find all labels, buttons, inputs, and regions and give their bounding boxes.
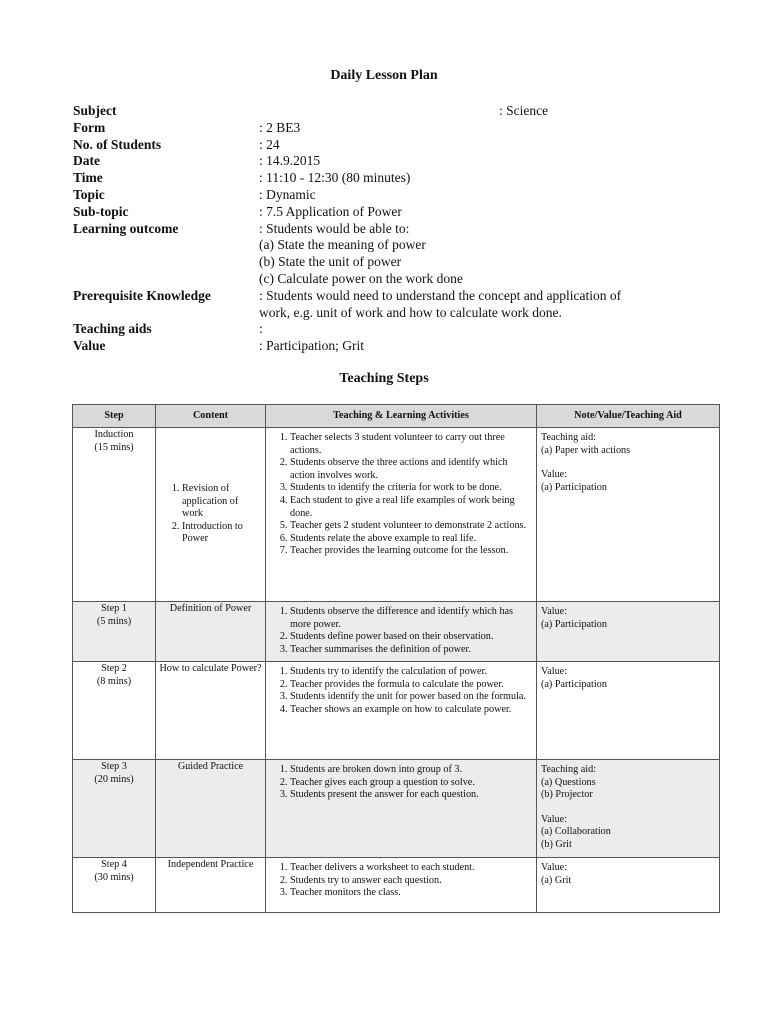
note-item: (a) Participation [541, 618, 607, 630]
note-heading: Value: [541, 862, 568, 873]
table-header-row [73, 405, 720, 428]
activities-cell [266, 858, 537, 913]
step-cell [73, 602, 156, 662]
info-topic [73, 187, 713, 204]
list-item: 6. Students relate the above example to real life. [290, 533, 530, 546]
info-learning-outcome [73, 221, 713, 288]
list-item: 2. Students try to answer each question. [290, 875, 530, 888]
notes-cell [537, 428, 720, 602]
note-heading: Value: [541, 813, 568, 825]
note-item: (b) Grit [541, 838, 572, 850]
info-label: Value [73, 338, 106, 354]
info-date [73, 153, 713, 170]
table-row [73, 662, 720, 760]
note-item: (a) Participation [541, 678, 607, 690]
list-item: 3. Students present the answer for each question. [290, 789, 530, 802]
step-cell [73, 760, 156, 858]
lesson-info [73, 103, 713, 355]
info-time [73, 170, 713, 187]
notes-cell [537, 760, 720, 858]
info-value: : Students would need to understand the concept and application of [259, 287, 622, 303]
info-subtopic [73, 204, 713, 221]
table-row [73, 858, 720, 913]
list-item: 2. Introduction to Power [182, 521, 261, 546]
header-notes: Note/Value/Teaching Aid [537, 405, 720, 428]
table-row [73, 602, 720, 662]
list-item: 4. Teacher shows an example on how to calculate power. [290, 704, 530, 717]
notes-cell [537, 602, 720, 662]
info-value: : Participation; Grit [259, 338, 364, 354]
list-item: 4. Each student to give a real life examples of work being done. [290, 495, 530, 520]
list-item: 7. Teacher provides the learning outcome for the lesson. [290, 545, 530, 558]
step-duration: (5 mins) [96, 615, 132, 627]
section-title: Teaching Steps [339, 371, 429, 386]
info-label: Teaching aids [73, 321, 152, 337]
header-activities: Teaching & Learning Activities [266, 405, 537, 428]
list-item: 3. Students identify the unit for power based on the formula. [290, 691, 530, 704]
info-label: Time [73, 170, 103, 186]
content-cell: Definition of Power [156, 602, 266, 662]
step-duration: (15 mins) [94, 441, 134, 453]
notes-cell [537, 662, 720, 760]
info-subject [73, 103, 713, 120]
notes-cell [537, 858, 720, 913]
page-title: Daily Lesson Plan [330, 68, 438, 83]
info-value: : 14.9.2015 [259, 153, 321, 169]
step-name: Step 3 [101, 761, 127, 772]
content-cell: How to calculate Power? [156, 662, 266, 760]
list-item: 1. Revision of application of work [182, 483, 261, 521]
list-item: 2. Students define power based on their observation. [290, 631, 530, 644]
info-label: Topic [73, 186, 105, 202]
teaching-steps-table [72, 404, 720, 913]
info-value: (b) State the unit of power [259, 254, 402, 270]
step-cell [73, 428, 156, 602]
note-heading: Teaching aid: [541, 432, 597, 443]
info-teaching-aids [73, 321, 713, 338]
list-item: 3. Teacher monitors the class. [290, 887, 530, 900]
step-name: Induction [94, 429, 134, 440]
step-duration: (30 mins) [94, 871, 134, 883]
list-item: 3. Students to identify the criteria for work to be done. [290, 482, 530, 495]
step-name: Step 4 [101, 859, 127, 870]
list-item: 1. Teacher selects 3 student volunteer to carry out three actions. [290, 432, 530, 457]
step-duration: (8 mins) [96, 675, 132, 687]
info-label: No. of Students [73, 136, 162, 152]
list-item: 1. Students try to identify the calculation of power. [290, 666, 530, 679]
info-value: : [259, 321, 263, 337]
note-item: (a) Grit [541, 874, 572, 886]
info-value: : Dynamic [259, 186, 316, 202]
note-item: (a) Paper with actions [541, 444, 631, 456]
step-cell [73, 858, 156, 913]
info-students [73, 137, 713, 154]
info-form [73, 120, 713, 137]
list-item: 5. Teacher gets 2 student volunteer to demonstrate 2 actions. [290, 520, 530, 533]
info-value: : 7.5 Application of Power [259, 203, 402, 219]
info-value: (a) State the meaning of power [259, 237, 426, 253]
note-heading: Value: [541, 606, 568, 617]
note-item: (a) Collaboration [541, 826, 611, 838]
list-item: 3. Teacher summarises the definition of power. [290, 644, 530, 657]
info-label: Form [73, 119, 106, 135]
note-heading: Value: [541, 469, 568, 481]
step-cell [73, 662, 156, 760]
info-value: : 11:10 - 12:30 (80 minutes) [259, 170, 411, 186]
list-item: 2. Teacher provides the formula to calculate the power. [290, 679, 530, 692]
activities-cell [266, 662, 537, 760]
info-value: : Science [499, 103, 549, 118]
info-label: Sub-topic [73, 203, 129, 219]
list-item: 1. Students are broken down into group of 3. [290, 764, 530, 777]
content-cell [156, 428, 266, 602]
info-value: : Students would be able to: [259, 220, 410, 236]
info-label: Learning outcome [73, 220, 179, 236]
content-cell: Independent Practice [156, 858, 266, 913]
step-name: Step 2 [101, 663, 127, 674]
activities-cell [266, 428, 537, 602]
table-row [73, 760, 720, 858]
info-value-row [73, 338, 713, 355]
info-label: Subject [73, 103, 117, 118]
activities-cell [266, 760, 537, 858]
info-label: Date [73, 153, 100, 169]
note-item: (a) Questions [541, 776, 596, 788]
info-label: Prerequisite Knowledge [73, 287, 211, 303]
list-item: 1. Teacher delivers a worksheet to each student. [290, 862, 530, 875]
header-step: Step [73, 405, 156, 428]
list-item: 2. Teacher gives each group a question to solve. [290, 777, 530, 790]
info-value: work, e.g. unit of work and how to calculate work done. [259, 304, 562, 320]
info-prerequisite [73, 288, 713, 322]
note-heading: Value: [541, 666, 568, 677]
header-content: Content [156, 405, 266, 428]
list-item: 1. Students observe the difference and identify which has more power. [290, 606, 530, 631]
note-item: (b) Projector [541, 789, 593, 801]
info-value: : 24 [259, 136, 280, 152]
activities-cell [266, 602, 537, 662]
info-value: : 2 BE3 [259, 119, 301, 135]
content-cell: Guided Practice [156, 760, 266, 858]
step-name: Step 1 [101, 603, 127, 614]
note-heading: Teaching aid: [541, 764, 597, 775]
table-row [73, 428, 720, 602]
step-duration: (20 mins) [94, 773, 134, 785]
info-value: (c) Calculate power on the work done [259, 270, 463, 286]
list-item: 2. Students observe the three actions and identify which action involves work. [290, 457, 530, 482]
note-item: (a) Participation [541, 481, 607, 493]
